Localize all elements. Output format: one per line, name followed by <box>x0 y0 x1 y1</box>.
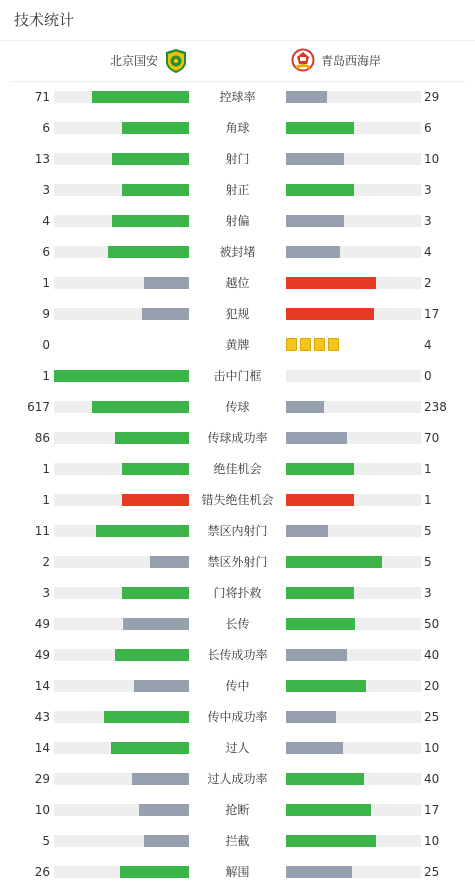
home-stat-bar <box>54 525 189 537</box>
stat-label: 射正 <box>225 183 250 197</box>
stat-row <box>0 144 475 175</box>
stat-row <box>0 299 475 330</box>
home-stat-bar-fill <box>144 835 189 847</box>
stat-row <box>0 175 475 206</box>
away-stat-bar-fill <box>286 91 327 103</box>
stat-row <box>0 640 475 671</box>
home-stat-bar <box>54 122 189 134</box>
away-stat-value: 50 <box>424 617 440 631</box>
home-stat-bar-fill <box>108 246 189 258</box>
away-stat-value: 10 <box>424 741 440 755</box>
away-stat-bar-fill <box>286 432 347 444</box>
away-stat-bar <box>286 804 421 816</box>
stat-row <box>0 454 475 485</box>
stat-label: 长传 <box>225 617 250 631</box>
away-stat-value: 17 <box>424 803 440 817</box>
home-stat-bar-fill <box>111 742 189 754</box>
yellow-card-icon <box>314 338 325 351</box>
home-stat-value: 49 <box>34 617 50 631</box>
stat-label: 越位 <box>225 276 250 290</box>
home-stat-bar <box>54 432 189 444</box>
home-stat-bar <box>54 401 189 413</box>
home-stat-bar-fill <box>122 122 190 134</box>
home-stat-value: 9 <box>42 307 50 321</box>
home-stat-value: 6 <box>42 245 50 259</box>
stat-row <box>0 330 475 361</box>
home-stat-bar <box>54 153 189 165</box>
away-stat-bar-fill <box>286 122 354 134</box>
away-stat-bar-fill <box>286 680 366 692</box>
away-stat-bar-fill <box>286 711 336 723</box>
away-stat-bar <box>286 494 421 506</box>
home-stat-value: 3 <box>42 586 50 600</box>
stat-label: 长传成功率 <box>207 648 268 662</box>
home-stat-value: 2 <box>42 555 50 569</box>
away-stat-value: 40 <box>424 772 440 786</box>
away-stat-bar <box>286 680 421 692</box>
away-stat-bar <box>286 866 421 878</box>
stat-label: 传中成功率 <box>207 710 268 724</box>
stat-row <box>0 423 475 454</box>
away-yellow-cards <box>286 338 339 351</box>
page-title: 技术统计 <box>14 11 75 29</box>
stat-row <box>0 826 475 857</box>
home-stat-value: 1 <box>42 493 50 507</box>
away-stat-bar-fill <box>286 773 364 785</box>
home-stat-value: 6 <box>42 121 50 135</box>
away-stat-bar <box>286 308 421 320</box>
home-stat-value: 617 <box>27 400 50 414</box>
stat-label: 门将扑救 <box>213 586 262 600</box>
stat-label: 解围 <box>225 865 250 879</box>
away-stat-bar-fill <box>286 804 371 816</box>
away-stat-value: 5 <box>424 555 432 569</box>
away-stat-value: 3 <box>424 183 432 197</box>
stat-label: 击中门框 <box>213 369 262 383</box>
away-stat-value: 5 <box>424 524 432 538</box>
home-stat-bar-fill <box>112 215 189 227</box>
home-stat-bar-fill <box>123 618 189 630</box>
away-stat-value: 10 <box>424 152 440 166</box>
away-stat-bar <box>286 773 421 785</box>
home-stat-bar <box>54 680 189 692</box>
home-stat-bar <box>54 866 189 878</box>
stat-row <box>0 237 475 268</box>
away-stat-value: 238 <box>424 400 447 414</box>
away-stat-bar-fill <box>286 308 374 320</box>
home-stat-value: 3 <box>42 183 50 197</box>
away-stat-bar <box>286 587 421 599</box>
stat-label: 过人 <box>225 741 250 755</box>
away-stat-bar-fill <box>286 246 340 258</box>
away-stat-bar <box>286 556 421 568</box>
home-stat-bar <box>54 773 189 785</box>
away-stat-bar-fill <box>286 649 347 661</box>
home-stat-bar-fill <box>150 556 189 568</box>
home-stat-value: 14 <box>34 679 50 693</box>
home-stat-bar <box>54 215 189 227</box>
home-stat-bar-fill <box>54 370 189 382</box>
stat-label: 射门 <box>225 152 250 166</box>
away-stat-bar-fill <box>286 494 354 506</box>
away-stat-bar <box>286 215 421 227</box>
home-stat-bar-fill <box>122 494 190 506</box>
away-stat-value: 70 <box>424 431 440 445</box>
away-stat-value: 4 <box>424 338 432 352</box>
stat-row <box>0 702 475 733</box>
home-stat-bar <box>54 649 189 661</box>
home-stat-bar <box>54 91 189 103</box>
stat-row <box>0 392 475 423</box>
home-stat-bar <box>54 494 189 506</box>
away-stat-value: 29 <box>424 90 440 104</box>
stat-row <box>0 547 475 578</box>
away-stat-bar-fill <box>286 153 344 165</box>
stat-label: 控球率 <box>219 90 256 104</box>
home-stat-bar-fill <box>115 432 189 444</box>
home-stat-value: 14 <box>34 741 50 755</box>
home-stat-bar-fill <box>142 308 189 320</box>
stat-row <box>0 671 475 702</box>
away-stat-bar <box>286 153 421 165</box>
away-stat-bar <box>286 184 421 196</box>
away-stat-value: 6 <box>424 121 432 135</box>
home-stat-value: 26 <box>34 865 50 879</box>
stat-label: 射偏 <box>225 214 250 228</box>
home-stat-bar-fill <box>92 401 189 413</box>
stat-label: 犯规 <box>225 307 250 321</box>
qingdao-west-coast-logo-icon <box>291 48 315 74</box>
away-stat-bar-fill <box>286 277 376 289</box>
home-stat-bar-fill <box>144 277 189 289</box>
home-stat-bar <box>54 463 189 475</box>
stat-row <box>0 578 475 609</box>
stat-row <box>0 516 475 547</box>
home-stat-value: 5 <box>42 834 50 848</box>
away-stat-bar-fill <box>286 866 352 878</box>
home-stat-value: 4 <box>42 214 50 228</box>
away-stat-bar-fill <box>286 184 354 196</box>
home-stat-bar-fill <box>120 866 189 878</box>
home-stat-bar-fill <box>122 184 190 196</box>
stats-list <box>0 82 475 888</box>
home-stat-value: 13 <box>34 152 50 166</box>
away-stat-bar-fill <box>286 835 376 847</box>
away-stat-bar-fill <box>286 401 324 413</box>
away-stat-bar <box>286 91 421 103</box>
home-stat-bar <box>54 277 189 289</box>
home-stat-bar <box>54 556 189 568</box>
home-stat-value: 86 <box>34 431 50 445</box>
stat-row <box>0 795 475 826</box>
away-stat-bar <box>286 370 421 382</box>
stat-label: 传中 <box>225 679 250 693</box>
away-stat-value: 1 <box>424 462 432 476</box>
stat-label: 传球 <box>225 400 250 414</box>
stat-row <box>0 485 475 516</box>
home-stat-bar-fill <box>92 91 189 103</box>
stat-row <box>0 206 475 237</box>
away-stat-value: 20 <box>424 679 440 693</box>
away-stat-value: 40 <box>424 648 440 662</box>
home-team-name: 北京国安 <box>109 54 158 68</box>
home-stat-bar-fill <box>122 587 190 599</box>
stat-row <box>0 268 475 299</box>
home-stat-bar-fill <box>115 649 189 661</box>
away-team-name: 青岛西海岸 <box>321 54 382 68</box>
home-stat-value: 1 <box>42 369 50 383</box>
away-stat-bar <box>286 711 421 723</box>
stat-label: 错失绝佳机会 <box>201 493 274 507</box>
home-stat-bar <box>54 742 189 754</box>
stat-label: 禁区内射门 <box>207 524 268 538</box>
away-stat-bar-fill <box>286 556 382 568</box>
home-stat-bar <box>54 835 189 847</box>
away-stat-value: 10 <box>424 834 440 848</box>
home-stat-bar-fill <box>134 680 189 692</box>
stat-row <box>0 857 475 888</box>
stat-label: 黄牌 <box>225 338 250 352</box>
away-stat-bar <box>286 277 421 289</box>
away-stat-bar-fill <box>286 742 343 754</box>
home-stat-value: 43 <box>34 710 50 724</box>
away-stat-bar <box>286 618 421 630</box>
away-stat-bar-fill <box>286 618 355 630</box>
home-stat-value: 71 <box>34 90 50 104</box>
stat-label: 禁区外射门 <box>207 555 268 569</box>
home-stat-value: 49 <box>34 648 50 662</box>
stat-row <box>0 609 475 640</box>
home-stat-bar-fill <box>139 804 189 816</box>
stat-label: 过人成功率 <box>207 772 268 786</box>
away-stat-bar <box>286 401 421 413</box>
away-stat-bar-fill <box>286 525 328 537</box>
stat-row <box>0 764 475 795</box>
stat-row <box>0 361 475 392</box>
home-stat-value: 1 <box>42 276 50 290</box>
yellow-card-icon <box>286 338 297 351</box>
home-stat-bar <box>54 618 189 630</box>
stat-label: 角球 <box>225 121 250 135</box>
home-stat-bar <box>54 804 189 816</box>
away-team[interactable] <box>291 48 381 74</box>
yellow-card-icon <box>328 338 339 351</box>
home-stat-bar-fill <box>112 153 189 165</box>
away-stat-value: 1 <box>424 493 432 507</box>
away-stat-value: 25 <box>424 710 440 724</box>
stat-row <box>0 82 475 113</box>
away-stat-value: 17 <box>424 307 440 321</box>
beijing-guoan-logo-icon <box>164 48 188 74</box>
away-stat-bar <box>286 463 421 475</box>
teams-header <box>10 41 465 82</box>
home-stat-bar <box>54 587 189 599</box>
home-stat-bar-fill <box>122 463 190 475</box>
home-stat-value: 1 <box>42 462 50 476</box>
away-stat-bar <box>286 122 421 134</box>
stat-label: 抢断 <box>225 803 250 817</box>
away-stat-bar <box>286 835 421 847</box>
away-stat-bar <box>286 525 421 537</box>
yellow-card-icon <box>300 338 311 351</box>
home-stat-bar-fill <box>132 773 189 785</box>
away-stat-value: 3 <box>424 586 432 600</box>
away-stat-bar <box>286 246 421 258</box>
away-stat-bar <box>286 742 421 754</box>
stat-label: 被封堵 <box>219 245 256 259</box>
away-stat-value: 0 <box>424 369 432 383</box>
home-stat-bar <box>54 184 189 196</box>
stat-label: 传球成功率 <box>207 431 268 445</box>
home-stat-bar <box>54 711 189 723</box>
away-stat-bar-fill <box>286 463 354 475</box>
home-stat-bar <box>54 308 189 320</box>
stat-row <box>0 733 475 764</box>
stat-row <box>0 113 475 144</box>
home-stat-bar <box>54 370 189 382</box>
home-team[interactable] <box>110 48 188 74</box>
home-stat-bar <box>54 246 189 258</box>
home-stat-value: 11 <box>34 524 50 538</box>
away-stat-bar <box>286 649 421 661</box>
away-stat-bar-fill <box>286 215 344 227</box>
away-stat-bar-fill <box>286 587 354 599</box>
home-stat-value: 29 <box>34 772 50 786</box>
away-stat-value: 25 <box>424 865 440 879</box>
home-stat-bar-fill <box>96 525 189 537</box>
stat-label: 拦截 <box>225 834 250 848</box>
home-stat-bar-fill <box>104 711 189 723</box>
home-stat-value: 0 <box>42 338 50 352</box>
away-stat-value: 4 <box>424 245 432 259</box>
home-stat-value: 10 <box>34 803 50 817</box>
away-stat-value: 3 <box>424 214 432 228</box>
away-stat-bar <box>286 432 421 444</box>
away-stat-value: 2 <box>424 276 432 290</box>
stat-label: 绝佳机会 <box>213 462 262 476</box>
